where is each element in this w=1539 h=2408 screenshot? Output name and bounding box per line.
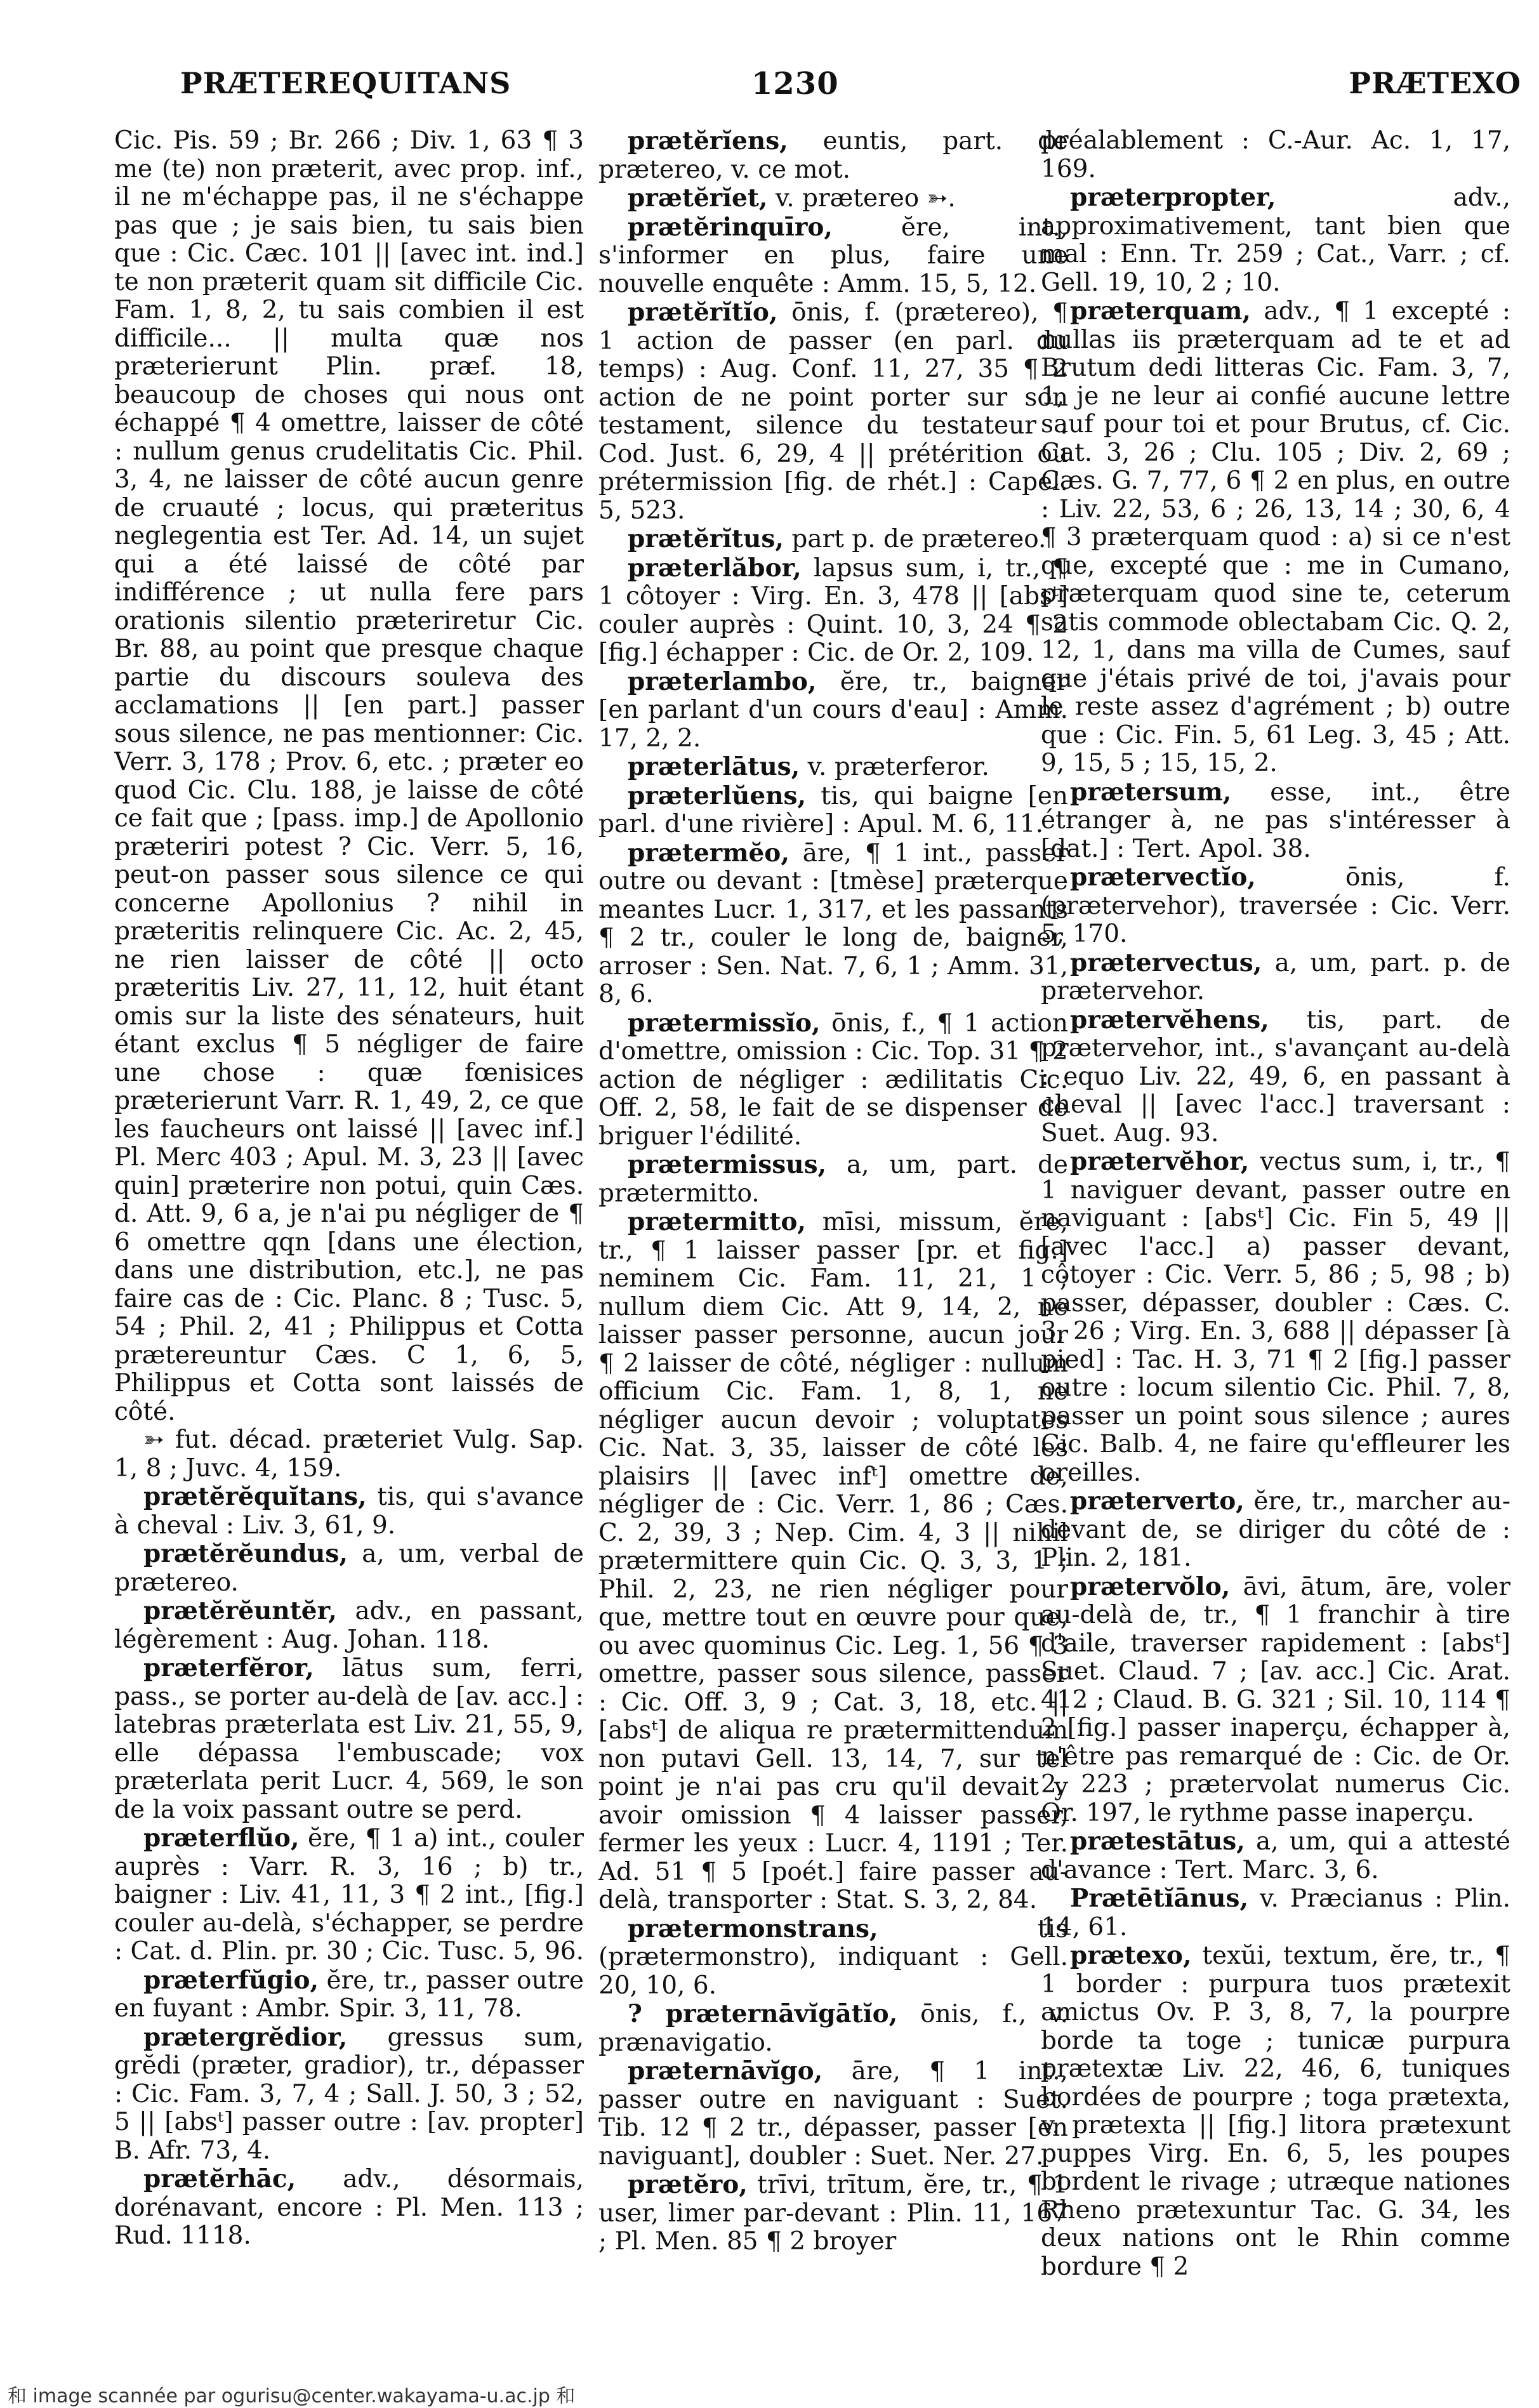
entry-body: āre, ¶ 1 int., passer outre ou devant : [tmèse] præterque meantes Lucr. 1, 317, et les passants ¶ 2 tr., couler le long de, baigner, arroser : Sen. Nat. 7, 6, 1 ; Amm. 31, 8, 6. — [598, 838, 1068, 1009]
dictionary-entry — [114, 1966, 584, 2023]
entry-body: part p. de prætereo. — [783, 525, 1047, 553]
entry-headword: prætermissĭo, — [628, 1008, 821, 1038]
dictionary-entry — [598, 525, 1068, 554]
entry-body: tis (prætermonstro), indiquant : Gell. 20, 10, 6. — [598, 1914, 1068, 2000]
entry-headword: prætervŏlo, — [1070, 1571, 1231, 1601]
entry-body: adv., approximativement, tant bien que mal : Enn. Tr. 259 ; Cat., Varr. ; cf. Gell. 19, 10, 2 ; 10. — [1041, 183, 1510, 297]
dictionary-entry — [1041, 949, 1510, 1006]
dictionary-entry — [1041, 297, 1510, 778]
dictionary-entry — [114, 127, 584, 1426]
entry-body: lapsus sum, i, tr., ¶ 1 côtoyer : Virg. En. 3, 478 || [absᵗ] couler auprès : Quint. 10, 3, 24 ¶ 2 [fig.] échapper : Cic. de Or. 2, 109. — [598, 553, 1068, 667]
entry-body: lātus sum, ferri, pass., se porter au-delà de [av. acc.] : latebras præterlata est Liv. 21, 55, 9, elle dépassa l'embuscade; vox præterlata perit Lucr. 4, 569, le son de la voix passant outre se perd. — [114, 1654, 584, 1824]
running-head-left: PRÆTEREQUITANS — [180, 66, 512, 100]
entry-headword: prætĕrĕuntĕr, — [143, 1596, 337, 1625]
entry-headword: prætestātus, — [1070, 1827, 1245, 1856]
entry-body: Cic. Pis. 59 ; Br. 266 ; Div. 1, 63 ¶ 3 me (te) non præterit, avec prop. inf., il ne m'échappe pas, il ne s'échappe pas que ; je sais bien, tu sais bien que : Cic. Cæc. 101 || [avec int. ind.] te non præterit quam sit difficile Cic. Fam. 1, 8, 2, tu sais combien il est difficile... || multa quæ nos præterierunt Plin. præf. 18, beaucoup de choses qui nous ont échappé ¶ 4 omettre, laisser de côté : nullum genus crudelitatis Cic. Phil. 3, 4, ne laisser de côté aucun genre de cruauté ; locus, qui præteritus neglegentia est Ter. Ad. 14, un sujet qui a été laissé de côté par indifférence ; ut nulla fere pars orationis silentio præteriretur Cic. Br. 88, au point que presque chaque partie du discours souleva des acclamations || [en part.] passer sous silence, ne pas mentionner: Cic. Verr. 3, 178 ; Prov. 6, etc. ; præter eo quod Cic. Clu. 188, je laisse de côté ce fait que ; [pass. imp.] de Apollonio præteriri potest ? Cic. Verr. 5, 16, peut-on passer sous silence ce qui concerne Apollonius ? nihil in præteritis relinquere Cic. Ac. 2, 45, ne rien laisser de côté || octo præteritis Liv. 27, 11, 12, huit étant omis sur la liste des sénateurs, huit étant exclus ¶ 5 négliger de faire une chose : quæ fœnisices præterierunt Varr. R. 1, 49, 2, ce que les faucheurs ont laissé || [avec inf.] Pl. Merc 403 ; Apul. M. 3, 23 || [avec quin] præterire non potui, quin Cæs. d. Att. 9, 6 a, je n'ai pu négliger de ¶ 6 omettre qqn [dans une élection, dans une distribution, etc.], ne pas faire cas de : Cic. Planc. 8 ; Tusc. 5, 54 ; Phil. 2, 41 ; Philippus et Cotta prætereuntur Cæs. C 1, 6, 5, Philippus et Cotta sont laissés de côté. — [114, 127, 584, 1426]
dictionary-entry — [114, 1597, 584, 1654]
dictionary-entry — [114, 2165, 584, 2251]
entry-body: ĕre, int., s'informer en plus, faire une nouvelle enquête : Amm. 15, 5, 12. — [598, 213, 1068, 298]
dictionary-entry — [598, 2000, 1068, 2057]
entry-headword: prætĕro, — [628, 2170, 748, 2199]
entry-headword: præterverto, — [1070, 1486, 1245, 1516]
running-head-right: PRÆTEXO — [1349, 66, 1521, 100]
dictionary-entry — [1041, 1148, 1510, 1487]
entry-headword: prætĕrĭens, — [628, 127, 788, 155]
entry-headword: prætĕrhāc, — [143, 2164, 296, 2193]
dictionary-entry — [1041, 1573, 1510, 1828]
entry-headword: prætĕrĕundus, — [143, 1539, 348, 1568]
page-header — [0, 0, 1539, 127]
entry-body: a, um, qui a attesté d'avance : Tert. Marc. 3, 6. — [1041, 1827, 1510, 1884]
entry-headword: prætersum, — [1070, 777, 1232, 807]
entry-body: texŭi, textum, ĕre, tr., ¶ 1 border : purpura tuos prætexit amictus Ov. P. 3, 8, 7, la pourpre borde ta toge ; tunicæ purpura prætextæ Liv. 22, 46, 6, tuniques bordées de pourpre ; toga prætexta, v. prætexta || [fig.] litora prætexunt puppes Virg. En. 6, 5, les poupes bordent le rivage ; utræque nationes Rheno prætexuntur Tac. G. 34, les deux nations ont le Rhin comme bordure ¶ 2 — [1041, 1942, 1510, 2281]
dictionary-entry — [598, 1151, 1068, 1208]
entry-body: gressus sum, grĕdi (præter, gradior), tr., dépasser : Cic. Fam. 3, 7, 4 ; Sall. J. 50, 3 ; 52, 5 || [absᵗ] passer outre : [av. propter] B. Afr. 73, 4. — [114, 2023, 584, 2165]
entry-headword: præterlātus, — [628, 752, 800, 781]
dictionary-entry — [114, 1540, 584, 1597]
dictionary-entry — [114, 1824, 584, 1966]
dictionary-entry — [598, 1208, 1068, 1915]
entry-body: ōnis, f. (prætervehor), traversée : Cic. Verr. 5, 170. — [1041, 863, 1510, 948]
entry-headword: prætervectus, — [1070, 948, 1262, 977]
page-number: 1230 — [751, 66, 839, 102]
entry-headword: præterlambo, — [628, 666, 817, 696]
entry-headword: præterflŭo, — [143, 1823, 300, 1853]
entry-body: ➳ fut. décad. præteriet Vulg. Sap. 1, 8 ; Juvc. 4, 159. — [114, 1426, 584, 1483]
dictionary-entry — [1041, 1487, 1510, 1573]
entry-body: euntis, part. de prætereo, v. ce mot. — [598, 127, 1068, 184]
entry-headword: præterfĕror, — [143, 1653, 314, 1683]
entry-body: v. prætereo ➳. — [767, 184, 956, 213]
entry-body: préalablement : C.-Aur. Ac. 1, 17, 169. — [1041, 127, 1510, 183]
dictionary-entry — [598, 839, 1068, 1009]
entry-headword: prætĕrĭtus, — [628, 524, 784, 553]
entry-body: tis, qui baigne [en parl. d'une rivière] : Apul. M. 6, 11. — [598, 781, 1068, 838]
entry-headword: prætergrĕdior, — [143, 2022, 348, 2052]
dictionary-entry — [598, 782, 1068, 839]
entry-body: mīsi, missum, ĕre, tr., ¶ 1 laisser passer [pr. et fig.] neminem Cic. Fam. 11, 21, 1 ; nullum diem Cic. Att 9, 14, 2, ne laisser passer personne, aucun jour ¶ 2 laisser de côté, négliger : nullum officium Cic. Fam. 1, 8, 1, ne négliger aucun devoir ; voluptates Cic. Nat. 3, 35, laisser de côté les plaisirs || [avec infᵗ] omettre de, négliger de : Cic. Verr. 1, 86 ; Cæs. C. 2, 39, 3 ; Nep. Cim. 4, 3 || nihil prætermittere quin Cic. Q. 3, 3, 1 ; Phil. 2, 23, ne rien négliger pour que, mettre tout en œuvre pour que, ou avec quominus Cic. Leg. 1, 56 ¶ 3 omettre, passer sous silence, passer : Cic. Off. 3, 9 ; Cat. 3, 18, etc. || [absᵗ] de aliqua re prætermittendum non putavi Gell. 13, 14, 7, sur tel point je n'ai pas cru qu'il devait y avoir omission ¶ 4 laisser passer, fermer les yeux : Lucr. 4, 1191 ; Ter. Ad. 51 ¶ 5 [poét.] faire passer au-delà, transporter : Stat. S. 3, 2, 84. — [598, 1208, 1068, 1914]
dictionary-entry — [598, 668, 1068, 753]
entry-body: a, um, part. p. de prætervehor. — [1041, 948, 1510, 1005]
entry-headword: Prætētĭānus, — [1070, 1884, 1249, 1913]
column-middle — [598, 127, 1068, 2304]
entry-body: adv., en passant, légèrement : Aug. Johan. 118. — [114, 1597, 584, 1654]
dictionary-entry — [598, 213, 1068, 299]
entry-body: v. Præcianus : Plin. 14, 61. — [1041, 1884, 1510, 1942]
dictionary-entry — [1041, 1827, 1510, 1884]
entry-body: a, um, verbal de prætereo. — [114, 1540, 584, 1597]
entry-body: adv., ¶ 1 excepté : nullas iis præterquam ad te et ad Brutum dedi litteras Cic. Fam. 3, 7, 1, je ne leur ai confié aucune lettre sauf pour toi et pour Brutus, cf. Cic. Cat. 3, 26 ; Clu. 105 ; Div. 2, 69 ; Cæs. G. 7, 77, 6 ¶ 2 en plus, en outre : Liv. 22, 53, 6 ; 26, 13, 14 ; 30, 6, 4 ¶ 3 præterquam quod : a) si ce n'est que, excepté que : me in Cumano, præterquam quod sine te, ceterum satis commode oblectabam Cic. Q. 2, 12, 1, dans ma villa de Cumes, sauf que j'étais privé de toi, j'avais pour le reste assez d'agrément ; b) outre que : Cic. Fin. 5, 61 Leg. 3, 45 ; Att. 9, 15, 5 ; 15, 15, 2. — [1041, 297, 1510, 777]
entry-headword: præterfŭgio, — [143, 1965, 319, 1995]
entry-headword: ? præternāvĭgātĭo, — [628, 1999, 898, 2028]
dictionary-entry — [598, 127, 1068, 184]
entry-headword: præterpropter, — [1070, 183, 1276, 212]
entry-headword: præterlŭens, — [628, 781, 807, 810]
dictionary-entry — [114, 1483, 584, 1540]
entry-body: ĕre, tr., baigner [en parlant d'un cours d'eau] : Amm. 17, 2, 2. — [598, 667, 1068, 753]
dictionary-entry — [598, 2057, 1068, 2171]
entry-body: ĕre, tr., passer outre en fuyant : Ambr. Spir. 3, 11, 78. — [114, 1966, 584, 2023]
entry-headword: prætermissus, — [628, 1150, 827, 1179]
entry-headword: prætervectĭo, — [1070, 863, 1256, 892]
entry-body: esse, int., être étranger à, ne pas s'intéresser à [dat.] : Tert. Apol. 38. — [1041, 777, 1510, 863]
entry-body: a, um, part. de prætermitto. — [598, 1151, 1068, 1208]
entry-headword: prætermitto, — [628, 1207, 806, 1236]
entry-body: adv., désormais, dorénavant, encore : Pl. Men. 113 ; Rud. 1118. — [114, 2165, 584, 2250]
dictionary-entry — [1041, 863, 1510, 949]
entry-body: ĕre, tr., marcher au-devant de, se diriger du côté de : Plin. 2, 181. — [1041, 1487, 1510, 1572]
entry-headword: prætermonstrans, — [628, 1914, 878, 1943]
dictionary-entry — [114, 1426, 584, 1483]
dictionary-entry — [598, 1009, 1068, 1151]
entry-headword: præternāvĭgo, — [628, 2056, 823, 2086]
entry-headword: prætervĕhens, — [1070, 1005, 1269, 1035]
dictionary-entry — [1041, 778, 1510, 864]
dictionary-entry — [1041, 1884, 1510, 1942]
dictionary-entry — [598, 298, 1068, 525]
entry-headword: prætĕrĭet, — [628, 183, 768, 213]
entry-body: tis, part. de prætervehor, int., s'avançant au-delà : equo Liv. 22, 49, 6, en passant à cheval || [avec l'acc.] traversant : Suet. Aug. 93. — [1041, 1005, 1510, 1148]
entry-headword: prætĕrinquīro, — [628, 212, 833, 242]
column-right — [1041, 127, 1510, 2304]
dictionary-entry — [1041, 183, 1510, 297]
entry-headword: prætĕrĕquĭtans, — [143, 1482, 367, 1511]
dictionary-entry — [598, 1915, 1068, 2001]
entry-headword: prætexo, — [1070, 1941, 1192, 1970]
entry-headword: præterlăbor, — [628, 553, 802, 583]
dictionary-entry — [598, 2171, 1068, 2256]
dictionary-entry — [1041, 1006, 1510, 1148]
entry-body: tis, qui s'avance à cheval : Liv. 3, 61, 9. — [114, 1483, 584, 1540]
dictionary-entry — [598, 184, 1068, 213]
entry-body: vectus sum, i, tr., ¶ 1 naviguer devant, passer outre en naviguant : [absᵗ] Cic. Fin 5, 49 || [avec l'acc.] a) passer devant, côtoyer : Cic. Verr. 5, 86 ; 5, 98 ; b) passer, dépasser, doubler : Cæs. C. 3, 26 ; Virg. En. 3, 688 || dépasser [à pied] : Tac. H. 3, 71 ¶ 2 [fig.] passer outre : locum silentio Cic. Phil. 7, 8, passer un point sous silence ; aures Cic. Balb. 4, ne faire qu'effleurer les oreilles. — [1041, 1148, 1510, 1487]
entry-body: ōnis, f., ¶ 1 action d'omettre, omission : Cic. Top. 31 ¶ 2 action de négliger : ædilitatis Cic. Off. 2, 58, le fait de se dispenser de briguer l'édilité. — [598, 1009, 1068, 1151]
entry-body: trīvi, trītum, ĕre, tr., ¶ 1 user, limer par-devant : Plin. 11, 167 ; Pl. Men. 85 ¶ 2 broyer — [598, 2171, 1068, 2256]
entry-body: āre, ¶ 1 int., passer outre en naviguant : Suet. Tib. 12 ¶ 2 tr., dépasser, passer [en naviguant], doubler : Suet. Ner. 27. — [598, 2057, 1068, 2171]
dictionary-entry — [1041, 1942, 1510, 2281]
entry-body: ōnis, f., v. prænavigatio. — [598, 2000, 1068, 2057]
entry-body: ĕre, ¶ 1 a) int., couler auprès : Varr. R. 3, 16 ; b) tr., baigner : Liv. 41, 11, 3 ¶ 2 int., [fig.] couler au-delà, s'échapper, se perdre : Cat. d. Plin. pr. 30 ; Cic. Tusc. 5, 96. — [114, 1824, 584, 1966]
column-left — [114, 127, 584, 2304]
entry-body: ōnis, f. (prætereo), ¶ 1 action de passer (en parl. du temps) : Aug. Conf. 11, 27, 35 ¶ 2 action de ne point porter sur son testament, silence du testateur : Cod. Just. 6, 29, 4 || prétérition ou prétermission [fig. de rhét.] : Capel. 5, 523. — [598, 298, 1068, 525]
dictionary-entry — [598, 554, 1068, 668]
dictionary-entry — [1041, 127, 1510, 183]
dictionary-entry — [598, 753, 1068, 782]
dictionary-entry — [114, 2023, 584, 2166]
scan-credit-footer — [0, 2375, 1539, 2407]
entry-headword: prætĕrĭtĭo, — [628, 298, 778, 327]
entry-body: v. præterferor. — [800, 753, 989, 781]
entry-headword: præterquam, — [1070, 296, 1251, 326]
entry-body: āvi, ātum, āre, voler au-delà de, tr., ¶ 1 franchir à tire d'aile, traverser rapidement : [absᵗ] Suet. Claud. 7 ; [av. acc.] Cic. Arat. 412 ; Claud. B. G. 321 ; Sil. 10, 114 ¶ 2 [fig.] passer inaperçu, échapper à, n'être pas remarqué de : Cic. de Or. 2, 223 ; prætervolat numerus Cic. Or. 197, le rythme passe inaperçu. — [1041, 1572, 1510, 1827]
scan-credit-text: 和 image scannée par ogurisu@center.wakayama-u.ac.jp 和 — [8, 2385, 576, 2407]
dictionary-entry — [114, 1654, 584, 1824]
entry-headword: prætervĕhor, — [1070, 1147, 1250, 1176]
entry-headword: prætermĕo, — [628, 838, 789, 868]
